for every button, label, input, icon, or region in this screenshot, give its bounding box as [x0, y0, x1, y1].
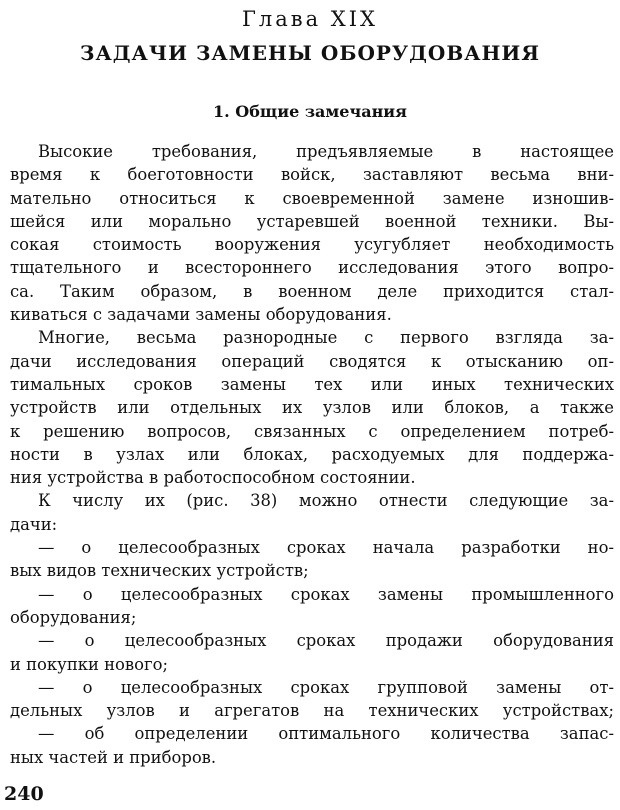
text-line: к решению вопросов, связанных с определением потреб-	[10, 421, 614, 441]
text-line: оборудования;	[10, 607, 137, 627]
text-line: К числу их (рис. 38) можно отнести следующие за-	[38, 491, 614, 511]
text-line: дельных узлов и агрегатов на технических устройствах;	[10, 701, 614, 721]
text-line: мательно относиться к своевременной замене изношив-	[10, 188, 614, 208]
text-line: — о целесообразных сроках замены промышленного	[38, 584, 614, 604]
text-line: — об определении оптимального количества запас-	[38, 724, 614, 744]
text-line: — о целесообразных сроках начала разработки но-	[38, 538, 614, 558]
text-line: тимальных сроков замены тех или иных технических	[10, 374, 614, 394]
chapter-title: ЗАДАЧИ ЗАМЕНЫ ОБОРУДОВАНИЯ	[80, 41, 540, 65]
text-line: ности в узлах или блоках, расходуемых для поддержа-	[10, 444, 614, 464]
chapter-heading: Глава XIX	[242, 7, 378, 31]
text-line: устройств или отдельных их узлов или блоков, а также	[10, 398, 614, 418]
text-line: ния устройства в работоспособном состоянии.	[10, 468, 416, 488]
text-line: и покупки нового;	[10, 654, 168, 674]
text-line: сокая стоимость вооружения усугубляет необходимость	[10, 235, 614, 255]
text-line: киваться с задачами замены оборудования.	[10, 305, 392, 325]
text-line: Многие, весьма разнородные с первого взгляда за-	[38, 328, 614, 348]
text-line: ных частей и приборов.	[10, 747, 217, 767]
page-number: 240	[4, 783, 44, 805]
section-heading: 1. Общие замечания	[213, 102, 407, 121]
text-line: — о целесообразных сроках групповой замены от-	[38, 677, 614, 697]
text-line: тщательного и всестороннего исследования этого вопро-	[10, 258, 614, 278]
text-line: Высокие требования, предъявляемые в настоящее	[38, 142, 614, 161]
text-line: дачи исследования операций сводятся к отысканию оп-	[10, 351, 614, 371]
body-text	[10, 140, 614, 769]
text-line: — о целесообразных сроках продажи оборудования	[38, 631, 614, 651]
text-line: время к боеготовности войск, заставляют весьма вни-	[10, 165, 614, 185]
text-line: вых видов технических устройств;	[10, 561, 309, 581]
text-line: са. Таким образом, в военном деле приходится стал-	[10, 281, 614, 301]
text-line: дачи:	[10, 514, 58, 534]
text-line: шейся или морально устаревшей военной техники. Вы-	[10, 211, 614, 231]
